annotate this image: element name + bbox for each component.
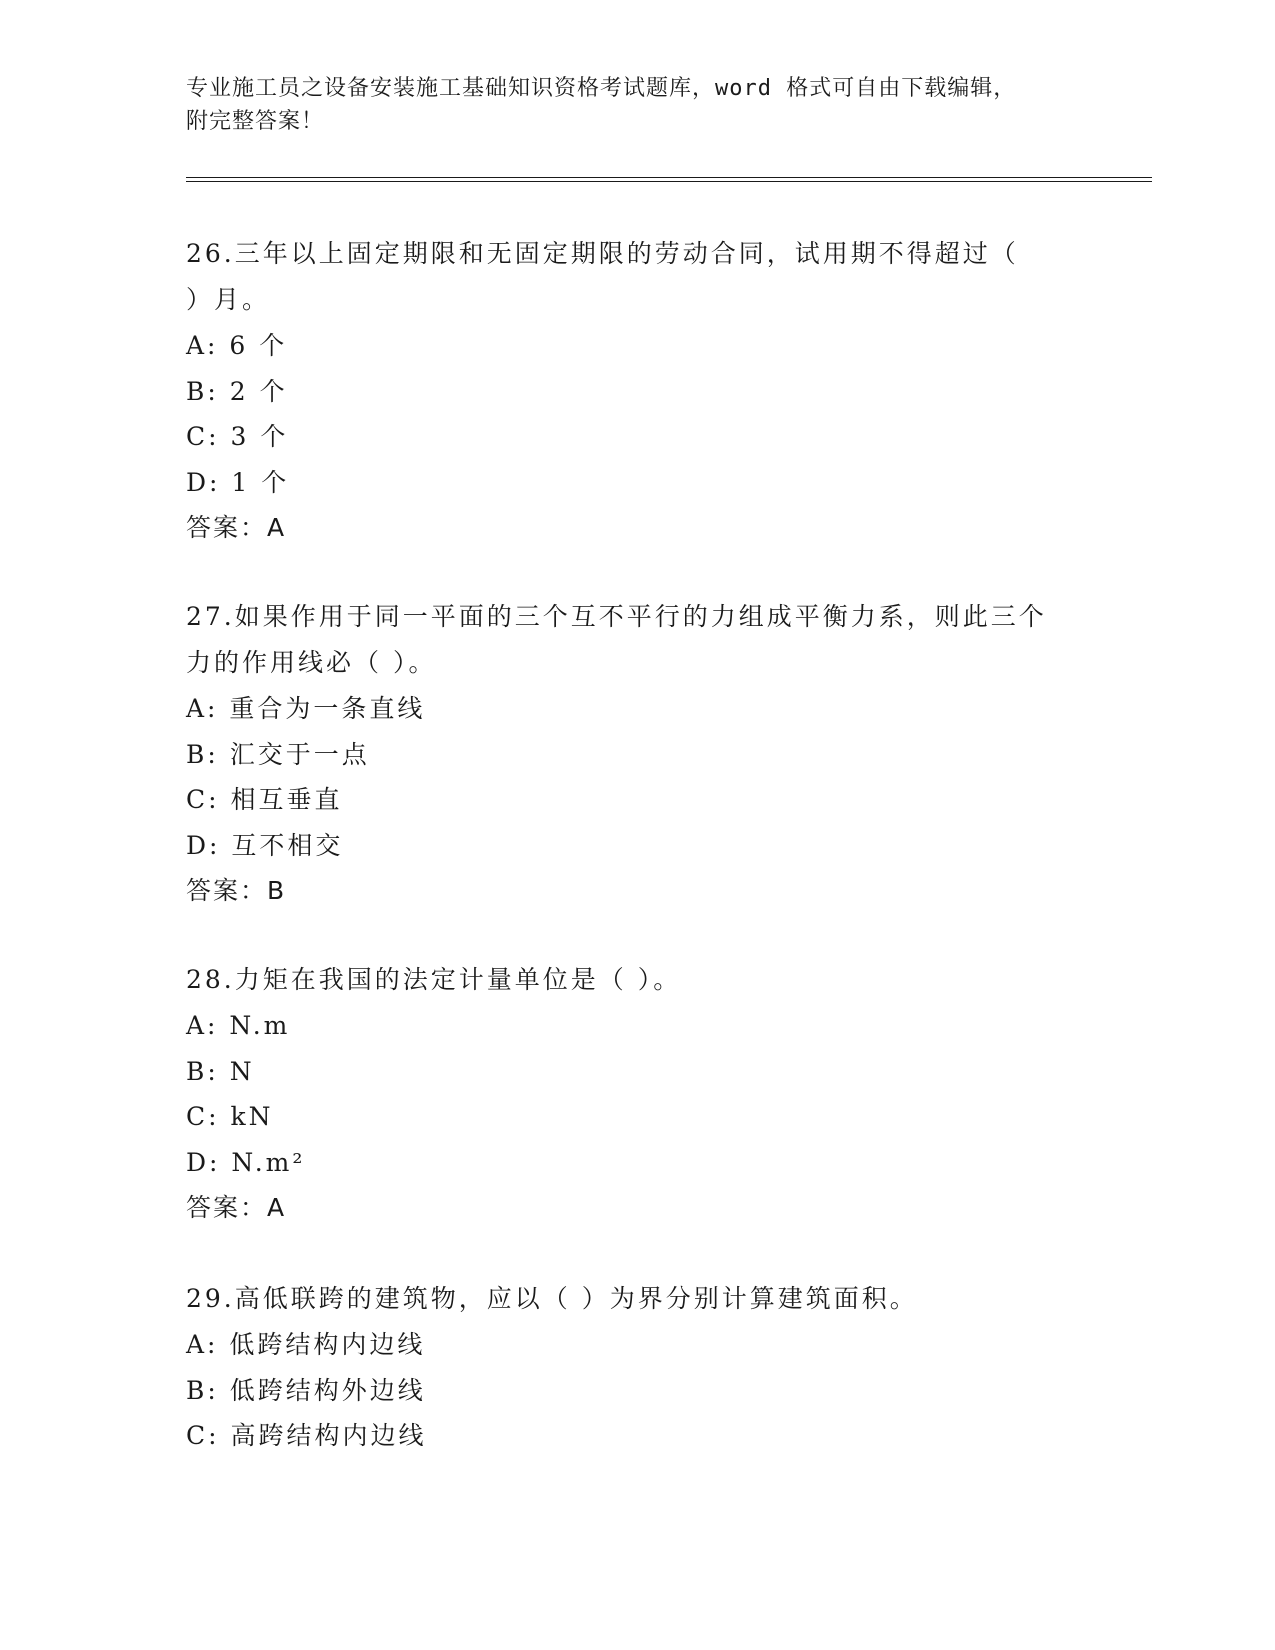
question-stem: 26.三年以上固定期限和无固定期限的劳动合同，试用期不得超过（ xyxy=(186,239,1019,268)
question-29 xyxy=(186,1276,1086,1459)
question-stem: 28.力矩在我国的法定计量单位是（ ）。 xyxy=(186,965,682,994)
option-d: D: 互不相交 xyxy=(186,830,344,860)
option-b: B: N xyxy=(186,1056,255,1086)
option-b: B: 2 个 xyxy=(186,376,288,406)
option-a: A: 重合为一条直线 xyxy=(186,694,426,723)
answer: 答案：A xyxy=(186,1193,287,1222)
option-c: C: kN xyxy=(186,1102,274,1131)
option-b: B: 低跨结构外边线 xyxy=(186,1375,426,1405)
option-c: C: 3 个 xyxy=(186,422,289,451)
answer: 答案：B xyxy=(186,876,287,905)
question-stem: 27.如果作用于同一平面的三个互不平行的力组成平衡力系，则此三个 xyxy=(186,602,1047,631)
question-28 xyxy=(186,957,1086,1231)
question-27 xyxy=(186,594,1086,914)
header-divider xyxy=(186,177,1152,182)
option-b: B: 汇交于一点 xyxy=(186,739,370,769)
option-d: D: N.m² xyxy=(186,1147,306,1177)
option-a: A: 低跨结构内边线 xyxy=(186,1330,426,1359)
header-line-1: 专业施工员之设备安装施工基础知识资格考试题库，word 格式可自由下载编辑， xyxy=(186,76,1017,101)
header-line-2: 附完整答案！ xyxy=(186,109,325,134)
question-stem-continued: ）月。 xyxy=(186,285,271,314)
question-26 xyxy=(186,231,1086,551)
option-c: C: 高跨结构内边线 xyxy=(186,1421,427,1450)
document-header xyxy=(186,72,1066,138)
answer: 答案：A xyxy=(186,513,287,542)
option-a: A: N.m xyxy=(186,1011,291,1040)
question-stem-continued: 力的作用线必（ ）。 xyxy=(186,648,437,677)
option-a: A: 6 个 xyxy=(186,331,288,360)
option-c: C: 相互垂直 xyxy=(186,785,343,814)
option-d: D: 1 个 xyxy=(186,467,290,497)
question-stem: 29.高低联跨的建筑物，应以（ ）为界分别计算建筑面积。 xyxy=(186,1284,918,1313)
